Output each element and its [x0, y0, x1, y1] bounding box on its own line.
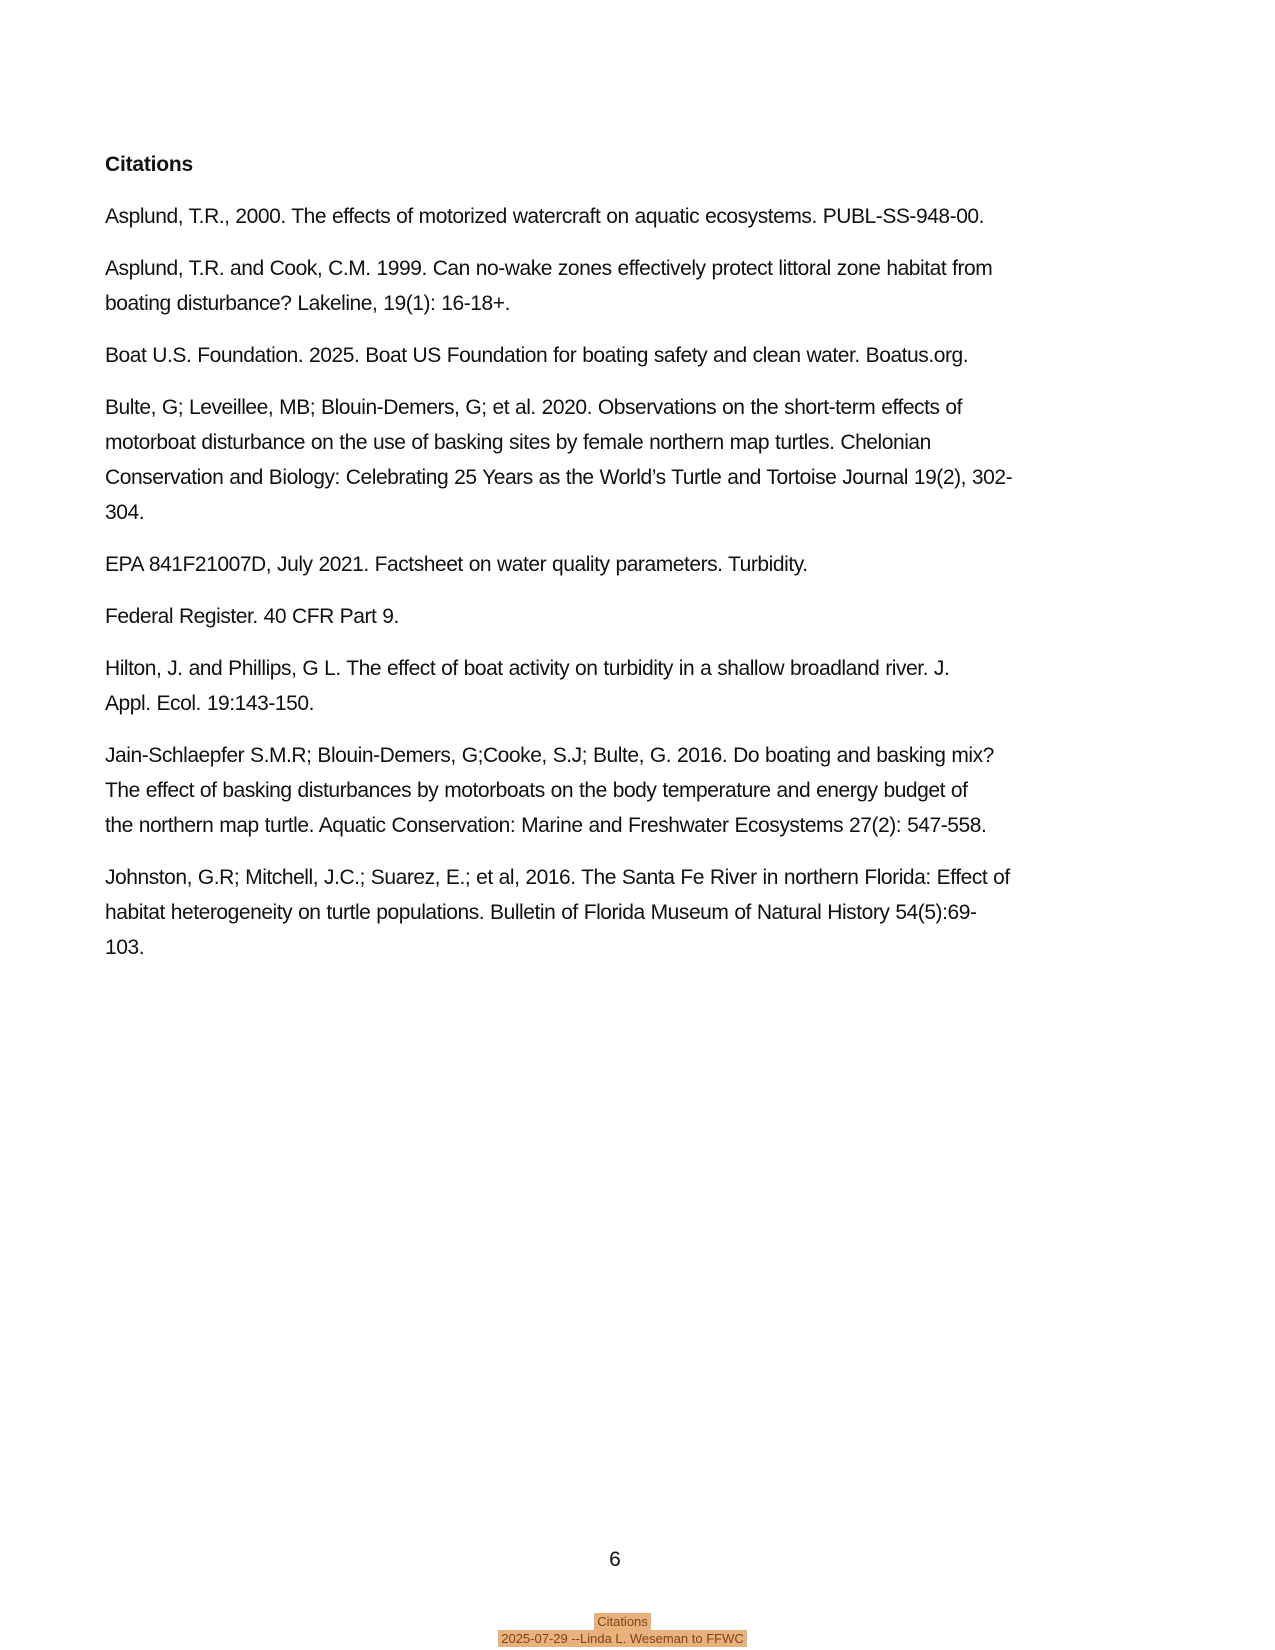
citation-line: Johnston, G.R; Mitchell, J.C.; Suarez, E.; et al, 2016. The Santa Fe River in northern Florida: Effect of	[105, 866, 1010, 889]
citation-entry	[105, 860, 1145, 965]
citation-entry	[105, 738, 1145, 843]
citation-line: boating disturbance? Lakeline, 19(1): 16-18+.	[105, 292, 510, 315]
footer-submission-label: 2025-07-29 --Linda L. Weseman to FFWC	[498, 1630, 747, 1647]
citation-line: The effect of basking disturbances by motorboats on the body temperature and energy budget of	[105, 779, 968, 802]
citation-line: Jain-Schlaepfer S.M.R; Blouin-Demers, G;Cooke, S.J; Bulte, G. 2016. Do boating and basking mix?	[105, 744, 994, 767]
citation-entry	[105, 547, 1145, 582]
citation-line: motorboat disturbance on the use of basking sites by female northern map turtles. Chelonian	[105, 431, 931, 454]
citation-line: the northern map turtle. Aquatic Conservation: Marine and Freshwater Ecosystems 27(2): 547-558.	[105, 814, 987, 837]
citation-line: EPA 841F21007D, July 2021. Factsheet on water quality parameters. Turbidity.	[105, 553, 808, 576]
citation-line: Bulte, G; Leveillee, MB; Blouin-Demers, G; et al. 2020. Observations on the short-term effects of	[105, 396, 963, 419]
citation-line: Asplund, T.R., 2000. The effects of motorized watercraft on aquatic ecosystems. PUBL-SS-948-00.	[105, 205, 985, 228]
footer-row	[0, 1613, 1275, 1630]
citation-line: Federal Register. 40 CFR Part 9.	[105, 605, 399, 628]
citation-line: Appl. Ecol. 19:143-150.	[105, 692, 314, 715]
citations-section	[105, 148, 1145, 982]
citation-entry	[105, 338, 1145, 373]
citation-line: Hilton, J. and Phillips, G L. The effect of boat activity on turbidity in a shallow broadland river. J.	[105, 657, 950, 680]
citation-line: Asplund, T.R. and Cook, C.M. 1999. Can no-wake zones effectively protect littoral zone habitat from	[105, 257, 993, 280]
citation-line: Conservation and Biology: Celebrating 25 Years as the World’s Turtle and Tortoise Journal 19(2), 302-	[105, 466, 1013, 489]
footer-stamp	[0, 1613, 1275, 1647]
citation-entry	[105, 199, 1145, 234]
citation-entry	[105, 599, 1145, 634]
citation-entry	[105, 390, 1145, 530]
section-heading: Citations	[105, 153, 194, 176]
citation-line: 304.	[105, 501, 145, 524]
citation-entry	[105, 251, 1145, 321]
page-number: 6	[609, 1548, 621, 1571]
footer-section-label: Citations	[594, 1613, 651, 1630]
citation-line: habitat heterogeneity on turtle populations. Bulletin of Florida Museum of Natural History 54(5):69-	[105, 901, 977, 924]
footer-row	[0, 1630, 1275, 1647]
citation-line: 103.	[105, 936, 145, 959]
citation-line: Boat U.S. Foundation. 2025. Boat US Foundation for boating safety and clean water. Boatus.org.	[105, 344, 969, 367]
citation-entry	[105, 651, 1145, 721]
